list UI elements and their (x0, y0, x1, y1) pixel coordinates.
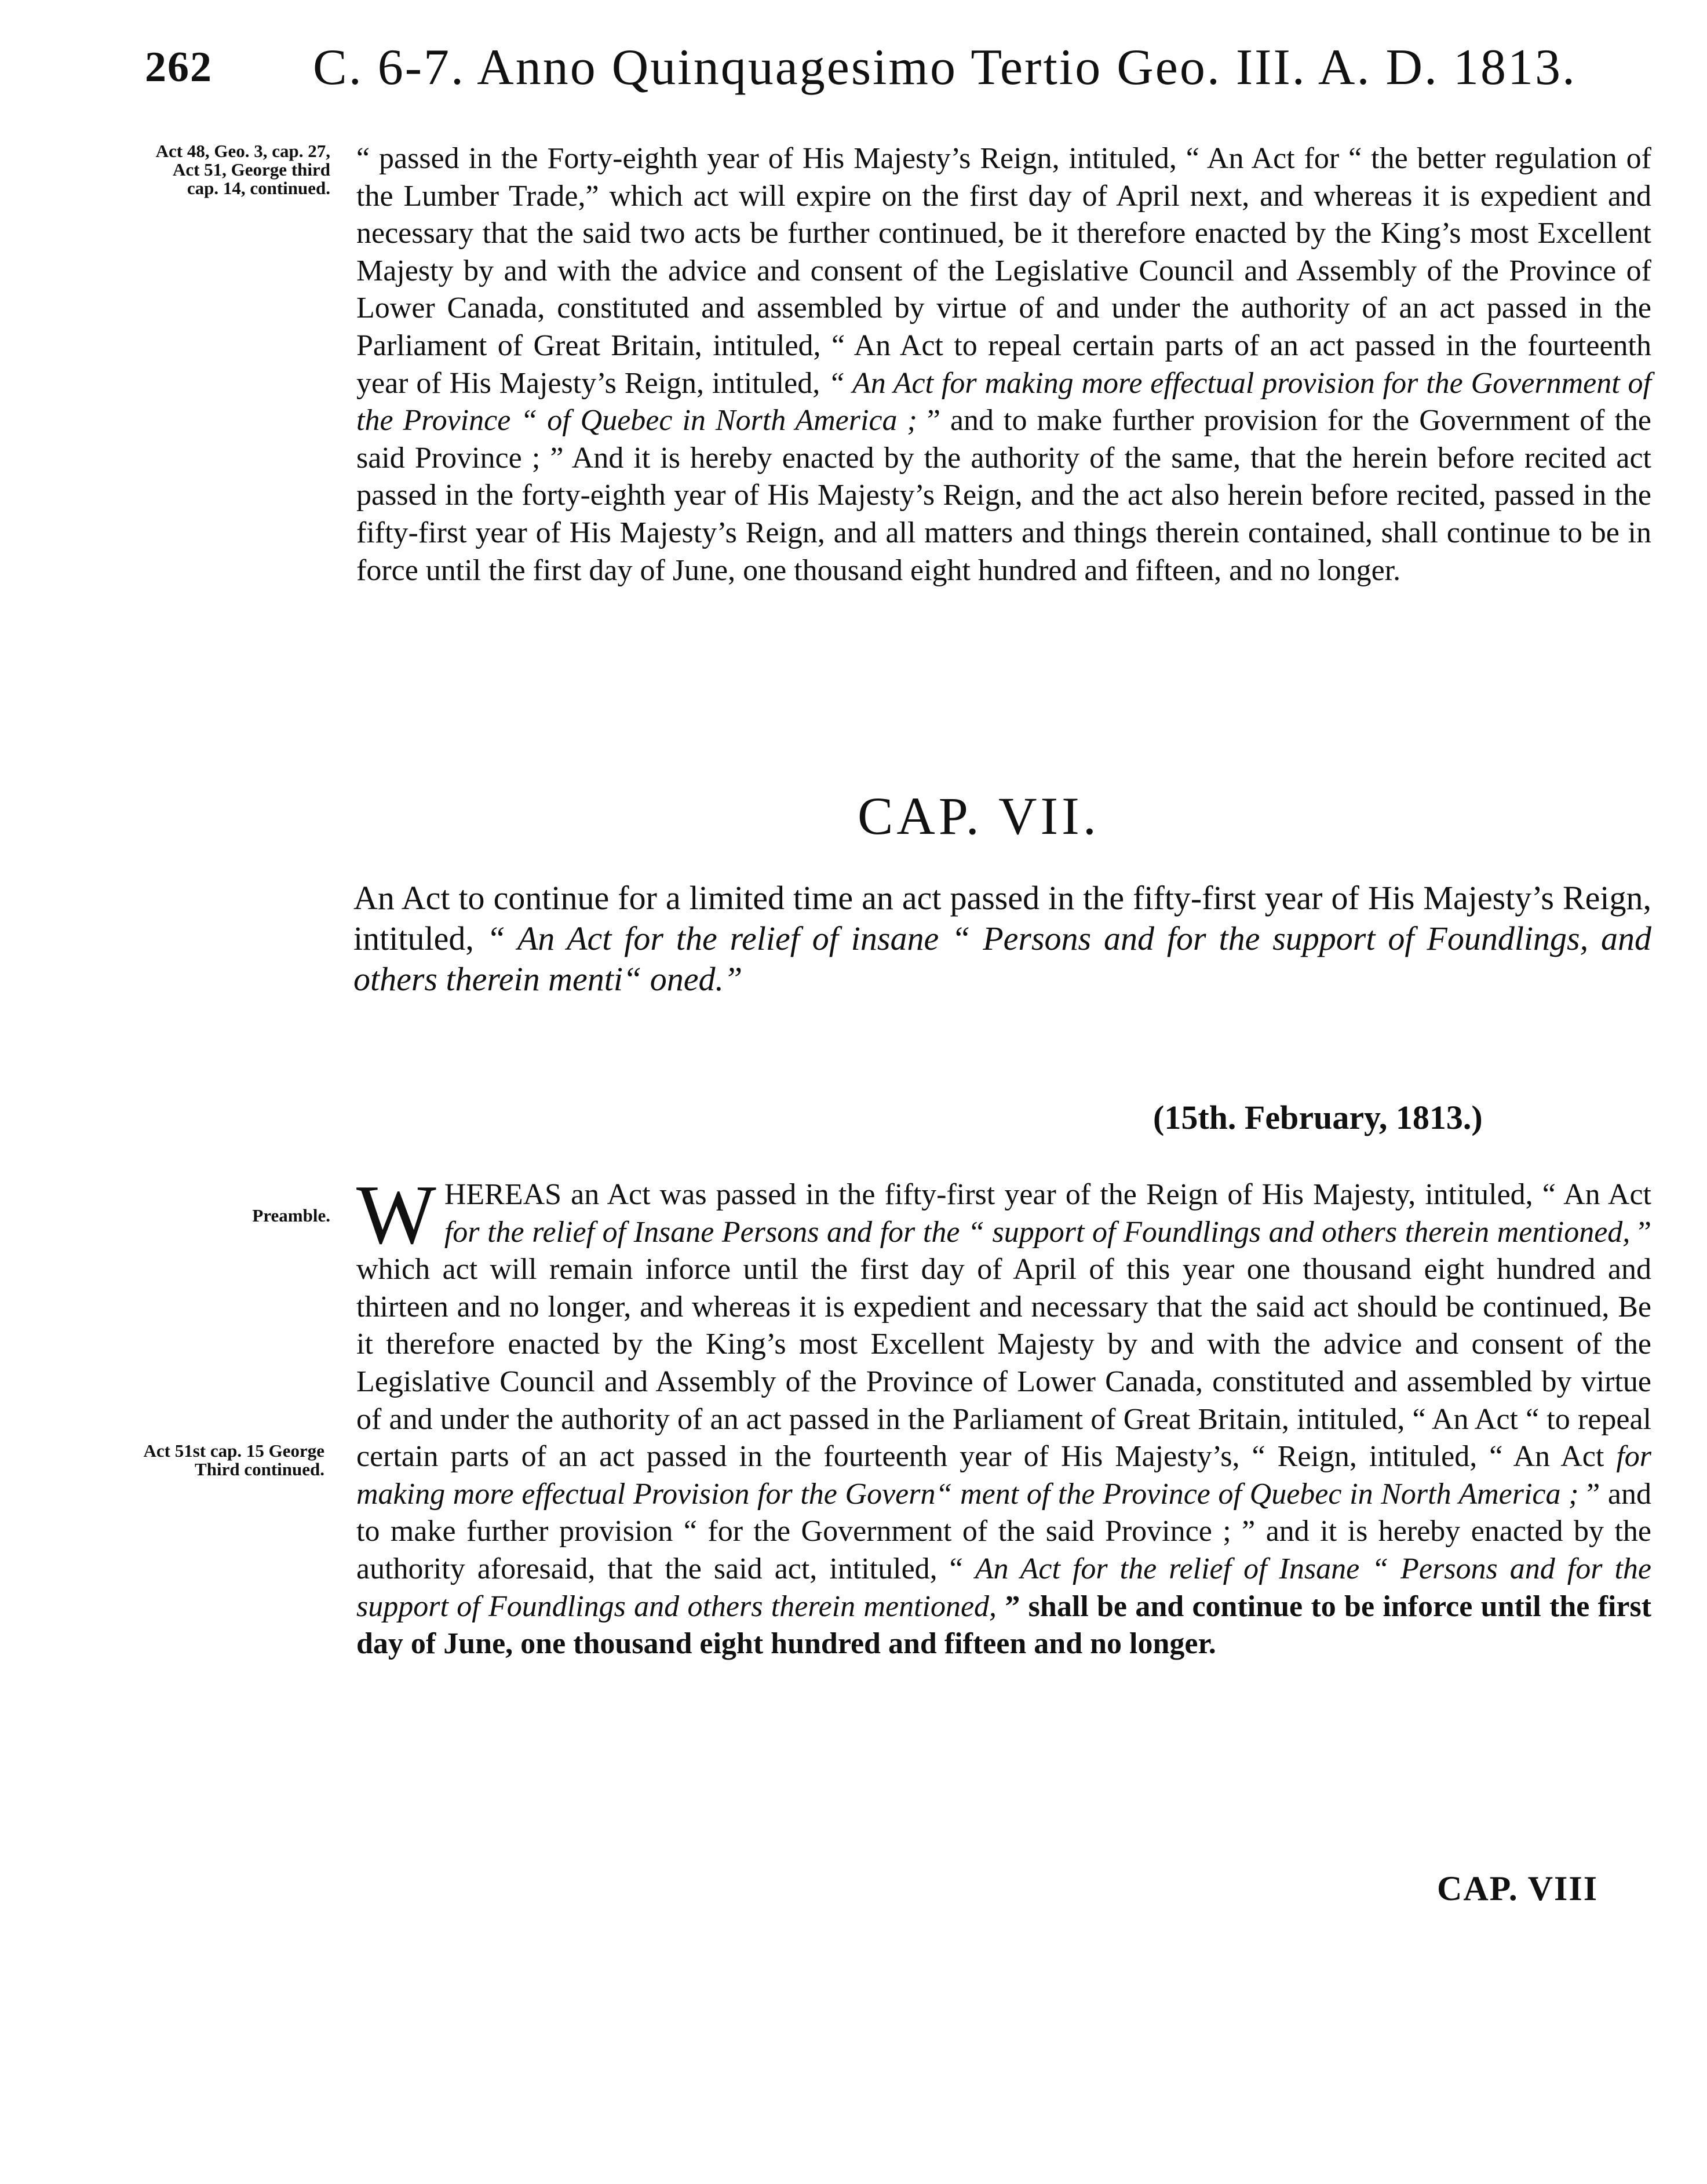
running-head: C. 6-7. Anno Quinquagesimo Tertio Geo. III. A. D. 1813. (313, 39, 1577, 96)
date-line: (15th. February, 1813.) (1153, 1099, 1483, 1136)
margin-note-act-48: Act 48, Geo. 3, cap. 27, Act 51, George third cap. 14, continued. (155, 141, 330, 198)
section-1-text (356, 140, 1651, 589)
section-2-italic-c: An Act for the relief of Insane “ Persons and for the support of Foundlings and others therein mentioned, (356, 1552, 1651, 1623)
act-title (353, 878, 1651, 1000)
section-1-text-b: ” and to make further provision for the Government of the said Province ; ” And it is hereby enacted by the authority of the same, that the herein before recited act passed in the forty-eighth year of His Majesty’s Reign, and the act also herein before recited, passed in the fifty-first year of His Majesty’s Reign, and all matters and things therein contained, shall continue to be in force until the first day of June, one thousand eight hundred and fifteen, and no longer. (356, 404, 1652, 587)
section-2-italic-b: for making more effectual Provision for the Govern“ ment of the Province of Quebec in North America ; (356, 1440, 1652, 1511)
section-2-text-a: HEREAS an Act was passed in the fifty-first year of the Reign of His Majesty, intituled, “ An Act (444, 1178, 1651, 1211)
section-1-text-italic: “ An Act for making more effectual provision for the Government of the Province “ of Quebec in North America ; (356, 366, 1651, 437)
act-title-line: An Act to continue for a limited time an act passed in the fifty-first year of His Majesty’s Reign, intituled, (353, 879, 1651, 957)
drop-cap: W (356, 1168, 436, 1261)
margin-note-preamble: Preamble. (252, 1205, 330, 1226)
section-2-text-c: ” and to make further provision “ for the Government of the said Province ; ” and it is hereby enacted by the authority aforesaid, that the said act, intituled, “ (356, 1477, 1651, 1585)
section-1-text-a: “ passed in the Forty-eighth year of His Majesty’s Reign, intituled, “ An Act for “ the better regulation of the Lumber Trade,” which act will expire on the first day of April next, and whereas it is expedient and necessary that the said two acts be further continued, be it therefore enacted by the King’s most Excellent Majesty by and with the advice and consent of the Legislative Council and Assembly of the Province of Lower Canada, constituted and assembled by virtue of and under the authority of an act passed in the Parliament of Great Britain, intituled, “ An Act to repeal certain parts of an act passed in the fourteenth year of His Majesty’s Reign, intituled, (356, 142, 1651, 400)
page-number: 262 (145, 43, 213, 91)
section-2-text-d: ” shall be and continue to be inforce until the first day of June, one thousand eight hundred and fifteen and no longer. (356, 1589, 1652, 1661)
section-2-text-b: ” which act will remain inforce until the first day of April of this year one thousand eight hundred and thirteen and no longer, and whereas it is expedient and necessary that the said act should be continued, Be it therefore enacted by the King’s most Excellent Majesty by and with the advice and consent of the Legislative Council and Assembly of the Province of Lower Canada, constituted and assembled by virtue of and under the authority of an act passed in the Parliament of Great Britain, intituled, “ An Act “ to repeal certain parts of an act passed in the fourteenth year of His Majesty’s, “ Reign, intituled, “ An Act (356, 1215, 1651, 1474)
chapter-heading: CAP. VII. (858, 786, 1100, 845)
catchword: CAP. VIII (1437, 1869, 1599, 1908)
margin-note-act-51: Act 51st cap. 15 George Third continued. (143, 1441, 324, 1479)
section-2-italic-a: for the relief of Insane Persons and for the “ support of Foundlings and others therein mentioned, (444, 1215, 1631, 1249)
section-2-text (356, 1168, 1652, 1663)
act-title-italic: “ An Act for the relief of insane “ Persons and for the support of Foundlings, and others therein menti“ oned.” (353, 920, 1652, 998)
